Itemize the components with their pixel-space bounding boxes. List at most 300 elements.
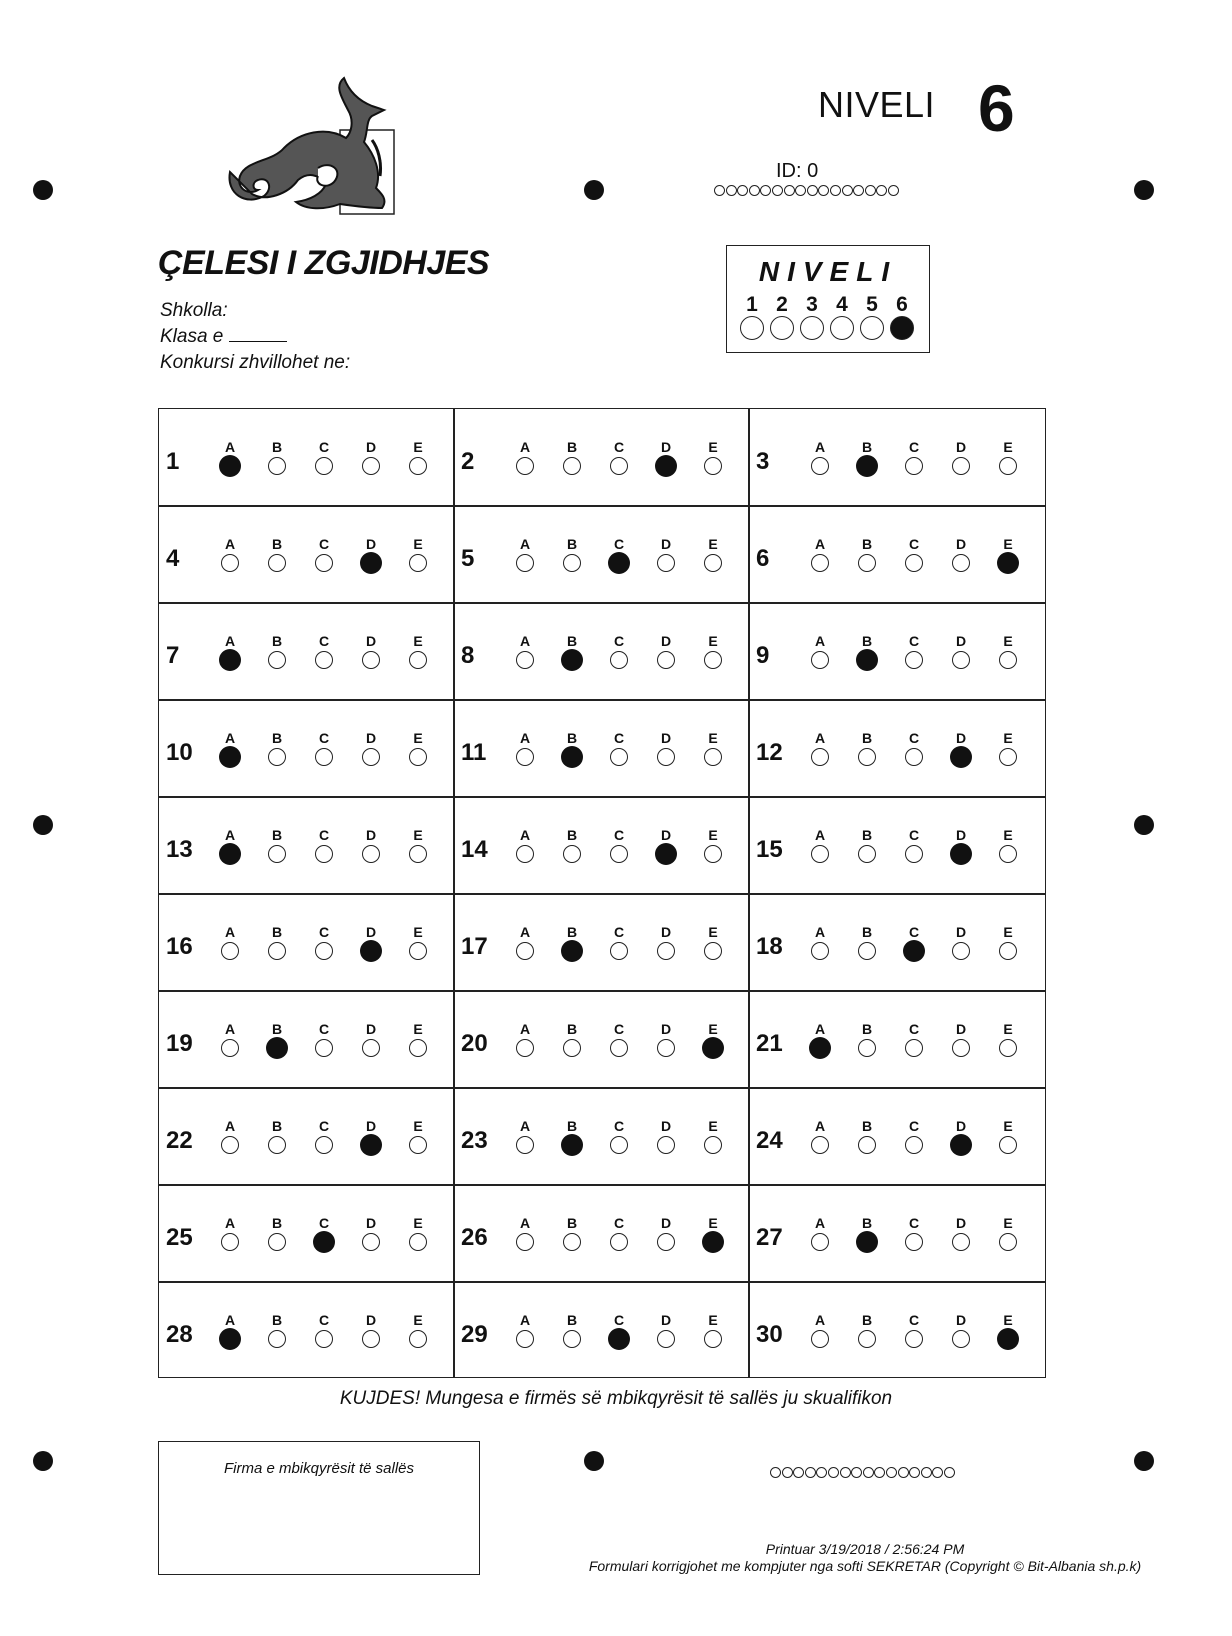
answer-bubble[interactable] xyxy=(952,457,970,475)
answer-option-b[interactable] xyxy=(855,1022,879,1057)
answer-option-a[interactable] xyxy=(218,1119,242,1154)
answer-bubble[interactable] xyxy=(268,457,286,475)
answer-bubble[interactable] xyxy=(221,1039,239,1057)
answer-option-b[interactable] xyxy=(855,925,879,960)
answer-option-b[interactable] xyxy=(265,1216,289,1251)
answer-option-b[interactable] xyxy=(560,1119,584,1156)
answer-bubble[interactable] xyxy=(315,1136,333,1154)
answer-bubble[interactable] xyxy=(905,457,923,475)
answer-option-a[interactable] xyxy=(808,1119,832,1154)
answer-bubble[interactable] xyxy=(952,1039,970,1057)
answer-bubble[interactable] xyxy=(999,748,1017,766)
answer-option-e[interactable] xyxy=(406,634,430,669)
answer-bubble[interactable] xyxy=(563,1039,581,1057)
answer-bubble[interactable] xyxy=(858,1330,876,1348)
answer-option-c[interactable] xyxy=(607,828,631,863)
answer-bubble[interactable] xyxy=(856,649,878,671)
answer-bubble[interactable] xyxy=(997,552,1019,574)
answer-bubble[interactable] xyxy=(516,554,534,572)
answer-bubble[interactable] xyxy=(657,651,675,669)
answer-option-e[interactable] xyxy=(996,828,1020,863)
answer-option-e[interactable] xyxy=(406,731,430,766)
answer-option-c[interactable] xyxy=(607,634,631,669)
answer-bubble[interactable] xyxy=(409,845,427,863)
answer-option-e[interactable] xyxy=(996,1022,1020,1057)
answer-option-b[interactable] xyxy=(560,634,584,671)
answer-bubble[interactable] xyxy=(360,940,382,962)
level-option-6[interactable] xyxy=(889,294,915,340)
answer-bubble[interactable] xyxy=(858,554,876,572)
answer-bubble[interactable] xyxy=(409,651,427,669)
answer-option-c[interactable] xyxy=(902,634,926,669)
answer-option-a[interactable] xyxy=(808,1216,832,1251)
answer-bubble[interactable] xyxy=(268,845,286,863)
answer-option-b[interactable] xyxy=(855,731,879,766)
answer-bubble[interactable] xyxy=(268,1330,286,1348)
answer-bubble[interactable] xyxy=(221,1233,239,1251)
answer-option-d[interactable] xyxy=(654,1313,678,1348)
answer-option-b[interactable] xyxy=(560,1313,584,1348)
answer-option-a[interactable] xyxy=(808,731,832,766)
answer-bubble[interactable] xyxy=(362,1039,380,1057)
answer-option-b[interactable] xyxy=(265,440,289,475)
answer-bubble[interactable] xyxy=(219,746,241,768)
answer-bubble[interactable] xyxy=(858,1136,876,1154)
answer-option-c[interactable] xyxy=(902,828,926,863)
answer-option-c[interactable] xyxy=(902,925,926,962)
answer-option-c[interactable] xyxy=(312,1022,336,1057)
level-bubble[interactable] xyxy=(770,316,794,340)
answer-bubble[interactable] xyxy=(905,554,923,572)
answer-bubble[interactable] xyxy=(655,455,677,477)
answer-bubble[interactable] xyxy=(950,843,972,865)
answer-option-d[interactable] xyxy=(949,440,973,475)
answer-option-e[interactable] xyxy=(406,537,430,572)
level-bubble[interactable] xyxy=(890,316,914,340)
answer-bubble[interactable] xyxy=(999,1233,1017,1251)
answer-bubble[interactable] xyxy=(409,942,427,960)
answer-bubble[interactable] xyxy=(657,1330,675,1348)
answer-option-d[interactable] xyxy=(359,925,383,962)
answer-bubble[interactable] xyxy=(858,942,876,960)
answer-option-b[interactable] xyxy=(560,828,584,863)
answer-bubble[interactable] xyxy=(999,845,1017,863)
answer-option-b[interactable] xyxy=(560,925,584,962)
answer-option-d[interactable] xyxy=(949,1313,973,1348)
answer-option-c[interactable] xyxy=(312,925,336,960)
answer-bubble[interactable] xyxy=(704,554,722,572)
answer-bubble[interactable] xyxy=(409,748,427,766)
answer-option-e[interactable] xyxy=(701,634,725,669)
answer-option-d[interactable] xyxy=(949,634,973,669)
answer-bubble[interactable] xyxy=(608,1328,630,1350)
answer-bubble[interactable] xyxy=(315,1330,333,1348)
answer-bubble[interactable] xyxy=(905,1233,923,1251)
answer-option-b[interactable] xyxy=(855,828,879,863)
level-bubble[interactable] xyxy=(800,316,824,340)
answer-bubble[interactable] xyxy=(999,651,1017,669)
answer-bubble[interactable] xyxy=(610,748,628,766)
answer-option-c[interactable] xyxy=(312,828,336,863)
answer-bubble[interactable] xyxy=(362,748,380,766)
answer-bubble[interactable] xyxy=(409,1136,427,1154)
answer-option-e[interactable] xyxy=(996,1313,1020,1350)
answer-bubble[interactable] xyxy=(999,457,1017,475)
answer-bubble[interactable] xyxy=(516,651,534,669)
answer-option-d[interactable] xyxy=(654,731,678,766)
answer-option-d[interactable] xyxy=(654,537,678,572)
answer-bubble[interactable] xyxy=(858,1039,876,1057)
answer-bubble[interactable] xyxy=(856,1231,878,1253)
answer-option-c[interactable] xyxy=(607,440,631,475)
answer-bubble[interactable] xyxy=(704,457,722,475)
answer-bubble[interactable] xyxy=(268,554,286,572)
level-bubble[interactable] xyxy=(740,316,764,340)
answer-bubble[interactable] xyxy=(811,845,829,863)
answer-option-e[interactable] xyxy=(406,925,430,960)
answer-option-e[interactable] xyxy=(406,1119,430,1154)
answer-option-c[interactable] xyxy=(607,537,631,574)
answer-bubble[interactable] xyxy=(219,455,241,477)
answer-option-b[interactable] xyxy=(560,440,584,475)
answer-option-a[interactable] xyxy=(218,634,242,671)
answer-option-c[interactable] xyxy=(607,925,631,960)
level-option-5[interactable] xyxy=(859,294,885,340)
answer-bubble[interactable] xyxy=(409,1330,427,1348)
answer-bubble[interactable] xyxy=(221,1136,239,1154)
answer-option-a[interactable] xyxy=(808,828,832,863)
answer-bubble[interactable] xyxy=(657,1039,675,1057)
answer-option-e[interactable] xyxy=(996,634,1020,669)
answer-bubble[interactable] xyxy=(856,455,878,477)
answer-option-b[interactable] xyxy=(265,537,289,572)
answer-bubble[interactable] xyxy=(608,552,630,574)
answer-bubble[interactable] xyxy=(610,1039,628,1057)
answer-bubble[interactable] xyxy=(563,457,581,475)
answer-bubble[interactable] xyxy=(950,746,972,768)
answer-option-d[interactable] xyxy=(949,731,973,768)
answer-option-d[interactable] xyxy=(654,634,678,669)
answer-bubble[interactable] xyxy=(610,942,628,960)
answer-bubble[interactable] xyxy=(952,1233,970,1251)
answer-option-a[interactable] xyxy=(218,1216,242,1251)
answer-bubble[interactable] xyxy=(563,554,581,572)
answer-option-d[interactable] xyxy=(359,1313,383,1348)
answer-bubble[interactable] xyxy=(315,457,333,475)
answer-option-d[interactable] xyxy=(654,1216,678,1251)
answer-bubble[interactable] xyxy=(516,845,534,863)
answer-bubble[interactable] xyxy=(657,748,675,766)
answer-option-a[interactable] xyxy=(218,731,242,768)
answer-bubble[interactable] xyxy=(362,651,380,669)
answer-option-d[interactable] xyxy=(654,1119,678,1154)
answer-bubble[interactable] xyxy=(516,1330,534,1348)
answer-option-b[interactable] xyxy=(560,1216,584,1251)
answer-option-e[interactable] xyxy=(996,537,1020,574)
answer-option-b[interactable] xyxy=(560,731,584,768)
answer-option-c[interactable] xyxy=(607,1313,631,1350)
answer-option-d[interactable] xyxy=(359,731,383,766)
answer-bubble[interactable] xyxy=(360,1134,382,1156)
answer-bubble[interactable] xyxy=(952,942,970,960)
level-option-4[interactable] xyxy=(829,294,855,340)
answer-bubble[interactable] xyxy=(266,1037,288,1059)
answer-option-d[interactable] xyxy=(654,828,678,865)
answer-bubble[interactable] xyxy=(999,1136,1017,1154)
answer-bubble[interactable] xyxy=(315,1039,333,1057)
answer-option-d[interactable] xyxy=(359,828,383,863)
answer-option-c[interactable] xyxy=(312,731,336,766)
answer-bubble[interactable] xyxy=(952,554,970,572)
answer-bubble[interactable] xyxy=(268,1136,286,1154)
answer-option-a[interactable] xyxy=(218,925,242,960)
answer-option-e[interactable] xyxy=(406,828,430,863)
answer-bubble[interactable] xyxy=(905,651,923,669)
answer-bubble[interactable] xyxy=(997,1328,1019,1350)
answer-option-a[interactable] xyxy=(218,1022,242,1057)
answer-bubble[interactable] xyxy=(516,457,534,475)
answer-option-b[interactable] xyxy=(265,1119,289,1154)
answer-option-d[interactable] xyxy=(949,1216,973,1251)
answer-bubble[interactable] xyxy=(905,1136,923,1154)
answer-option-e[interactable] xyxy=(996,440,1020,475)
answer-bubble[interactable] xyxy=(516,1233,534,1251)
answer-bubble[interactable] xyxy=(811,1136,829,1154)
answer-option-a[interactable] xyxy=(513,1216,537,1251)
answer-bubble[interactable] xyxy=(362,1233,380,1251)
answer-option-b[interactable] xyxy=(855,1313,879,1348)
answer-option-e[interactable] xyxy=(701,440,725,475)
answer-bubble[interactable] xyxy=(409,554,427,572)
answer-bubble[interactable] xyxy=(221,554,239,572)
answer-bubble[interactable] xyxy=(268,942,286,960)
answer-option-c[interactable] xyxy=(607,1022,631,1057)
answer-option-e[interactable] xyxy=(996,731,1020,766)
answer-option-c[interactable] xyxy=(312,1313,336,1348)
answer-option-a[interactable] xyxy=(513,634,537,669)
answer-bubble[interactable] xyxy=(811,651,829,669)
answer-option-e[interactable] xyxy=(996,1216,1020,1251)
answer-option-e[interactable] xyxy=(701,828,725,863)
answer-bubble[interactable] xyxy=(516,1039,534,1057)
answer-option-c[interactable] xyxy=(902,537,926,572)
answer-bubble[interactable] xyxy=(409,1039,427,1057)
answer-option-b[interactable] xyxy=(855,634,879,671)
answer-bubble[interactable] xyxy=(219,649,241,671)
answer-option-e[interactable] xyxy=(996,925,1020,960)
answer-option-e[interactable] xyxy=(701,1216,725,1253)
answer-bubble[interactable] xyxy=(811,1233,829,1251)
answer-bubble[interactable] xyxy=(809,1037,831,1059)
answer-option-a[interactable] xyxy=(808,1313,832,1348)
answer-option-b[interactable] xyxy=(265,634,289,669)
answer-bubble[interactable] xyxy=(315,651,333,669)
answer-bubble[interactable] xyxy=(561,746,583,768)
answer-bubble[interactable] xyxy=(905,1330,923,1348)
answer-option-a[interactable] xyxy=(513,925,537,960)
answer-option-d[interactable] xyxy=(949,537,973,572)
answer-bubble[interactable] xyxy=(704,845,722,863)
answer-option-b[interactable] xyxy=(265,925,289,960)
answer-option-b[interactable] xyxy=(265,828,289,863)
answer-option-d[interactable] xyxy=(654,925,678,960)
answer-option-e[interactable] xyxy=(406,440,430,475)
answer-option-e[interactable] xyxy=(701,1022,725,1059)
answer-bubble[interactable] xyxy=(221,942,239,960)
answer-bubble[interactable] xyxy=(219,843,241,865)
level-bubble[interactable] xyxy=(830,316,854,340)
answer-option-c[interactable] xyxy=(312,537,336,572)
answer-option-a[interactable] xyxy=(808,537,832,572)
answer-bubble[interactable] xyxy=(219,1328,241,1350)
answer-bubble[interactable] xyxy=(950,1134,972,1156)
answer-bubble[interactable] xyxy=(561,649,583,671)
answer-bubble[interactable] xyxy=(516,1136,534,1154)
answer-bubble[interactable] xyxy=(999,942,1017,960)
answer-bubble[interactable] xyxy=(315,554,333,572)
answer-bubble[interactable] xyxy=(952,1330,970,1348)
answer-bubble[interactable] xyxy=(704,1330,722,1348)
answer-bubble[interactable] xyxy=(362,845,380,863)
answer-option-c[interactable] xyxy=(902,1119,926,1154)
answer-bubble[interactable] xyxy=(268,1233,286,1251)
answer-bubble[interactable] xyxy=(657,1136,675,1154)
answer-bubble[interactable] xyxy=(858,845,876,863)
answer-option-e[interactable] xyxy=(406,1313,430,1348)
answer-option-d[interactable] xyxy=(359,1216,383,1251)
answer-bubble[interactable] xyxy=(702,1231,724,1253)
answer-bubble[interactable] xyxy=(610,845,628,863)
answer-bubble[interactable] xyxy=(811,748,829,766)
answer-bubble[interactable] xyxy=(952,651,970,669)
answer-option-c[interactable] xyxy=(607,1216,631,1251)
answer-bubble[interactable] xyxy=(610,1136,628,1154)
answer-option-a[interactable] xyxy=(513,1022,537,1057)
answer-option-a[interactable] xyxy=(808,634,832,669)
answer-option-a[interactable] xyxy=(513,1313,537,1348)
answer-option-a[interactable] xyxy=(808,1022,832,1059)
answer-bubble[interactable] xyxy=(313,1231,335,1253)
answer-bubble[interactable] xyxy=(315,942,333,960)
answer-option-e[interactable] xyxy=(701,925,725,960)
answer-option-a[interactable] xyxy=(808,440,832,475)
answer-bubble[interactable] xyxy=(811,554,829,572)
answer-bubble[interactable] xyxy=(704,1136,722,1154)
answer-option-c[interactable] xyxy=(902,1216,926,1251)
answer-bubble[interactable] xyxy=(655,843,677,865)
answer-option-b[interactable] xyxy=(560,537,584,572)
answer-option-a[interactable] xyxy=(513,537,537,572)
answer-option-e[interactable] xyxy=(701,731,725,766)
answer-bubble[interactable] xyxy=(657,554,675,572)
answer-option-b[interactable] xyxy=(855,1119,879,1154)
answer-option-b[interactable] xyxy=(855,537,879,572)
answer-bubble[interactable] xyxy=(561,940,583,962)
answer-option-b[interactable] xyxy=(265,1022,289,1059)
answer-option-a[interactable] xyxy=(218,537,242,572)
answer-bubble[interactable] xyxy=(268,651,286,669)
answer-bubble[interactable] xyxy=(315,748,333,766)
answer-bubble[interactable] xyxy=(811,942,829,960)
answer-bubble[interactable] xyxy=(610,651,628,669)
answer-bubble[interactable] xyxy=(563,1330,581,1348)
answer-bubble[interactable] xyxy=(811,1330,829,1348)
answer-option-a[interactable] xyxy=(218,440,242,477)
answer-bubble[interactable] xyxy=(999,1039,1017,1057)
answer-option-e[interactable] xyxy=(701,1313,725,1348)
answer-option-b[interactable] xyxy=(560,1022,584,1057)
answer-bubble[interactable] xyxy=(563,845,581,863)
answer-bubble[interactable] xyxy=(561,1134,583,1156)
answer-bubble[interactable] xyxy=(702,1037,724,1059)
answer-option-a[interactable] xyxy=(513,440,537,475)
answer-option-d[interactable] xyxy=(359,1022,383,1057)
answer-option-b[interactable] xyxy=(265,731,289,766)
answer-bubble[interactable] xyxy=(516,942,534,960)
answer-option-a[interactable] xyxy=(513,1119,537,1154)
answer-bubble[interactable] xyxy=(409,1233,427,1251)
answer-option-e[interactable] xyxy=(701,1119,725,1154)
answer-option-d[interactable] xyxy=(949,1119,973,1156)
answer-bubble[interactable] xyxy=(905,748,923,766)
answer-bubble[interactable] xyxy=(563,1233,581,1251)
answer-option-c[interactable] xyxy=(607,731,631,766)
answer-option-b[interactable] xyxy=(855,440,879,477)
answer-bubble[interactable] xyxy=(268,748,286,766)
answer-option-e[interactable] xyxy=(406,1216,430,1251)
answer-bubble[interactable] xyxy=(903,940,925,962)
answer-option-a[interactable] xyxy=(218,828,242,865)
answer-bubble[interactable] xyxy=(704,942,722,960)
answer-bubble[interactable] xyxy=(704,651,722,669)
answer-bubble[interactable] xyxy=(905,1039,923,1057)
answer-option-e[interactable] xyxy=(996,1119,1020,1154)
answer-bubble[interactable] xyxy=(360,552,382,574)
level-option-3[interactable] xyxy=(799,294,825,340)
answer-option-d[interactable] xyxy=(359,537,383,574)
answer-bubble[interactable] xyxy=(704,748,722,766)
answer-option-a[interactable] xyxy=(513,731,537,766)
answer-option-c[interactable] xyxy=(902,1313,926,1348)
answer-option-d[interactable] xyxy=(654,1022,678,1057)
answer-option-d[interactable] xyxy=(359,440,383,475)
answer-bubble[interactable] xyxy=(905,845,923,863)
answer-option-a[interactable] xyxy=(808,925,832,960)
answer-option-e[interactable] xyxy=(406,1022,430,1057)
answer-bubble[interactable] xyxy=(362,457,380,475)
answer-option-d[interactable] xyxy=(359,1119,383,1156)
answer-bubble[interactable] xyxy=(610,457,628,475)
answer-option-d[interactable] xyxy=(654,440,678,477)
answer-option-c[interactable] xyxy=(312,634,336,669)
answer-bubble[interactable] xyxy=(657,1233,675,1251)
answer-bubble[interactable] xyxy=(811,457,829,475)
answer-option-b[interactable] xyxy=(265,1313,289,1348)
answer-option-d[interactable] xyxy=(949,925,973,960)
answer-option-c[interactable] xyxy=(902,440,926,475)
level-option-2[interactable] xyxy=(769,294,795,340)
answer-option-a[interactable] xyxy=(218,1313,242,1350)
answer-option-c[interactable] xyxy=(607,1119,631,1154)
level-option-1[interactable] xyxy=(739,294,765,340)
answer-bubble[interactable] xyxy=(516,748,534,766)
answer-option-c[interactable] xyxy=(312,1119,336,1154)
answer-bubble[interactable] xyxy=(858,748,876,766)
answer-bubble[interactable] xyxy=(657,942,675,960)
answer-bubble[interactable] xyxy=(610,1233,628,1251)
answer-bubble[interactable] xyxy=(315,845,333,863)
answer-option-a[interactable] xyxy=(513,828,537,863)
